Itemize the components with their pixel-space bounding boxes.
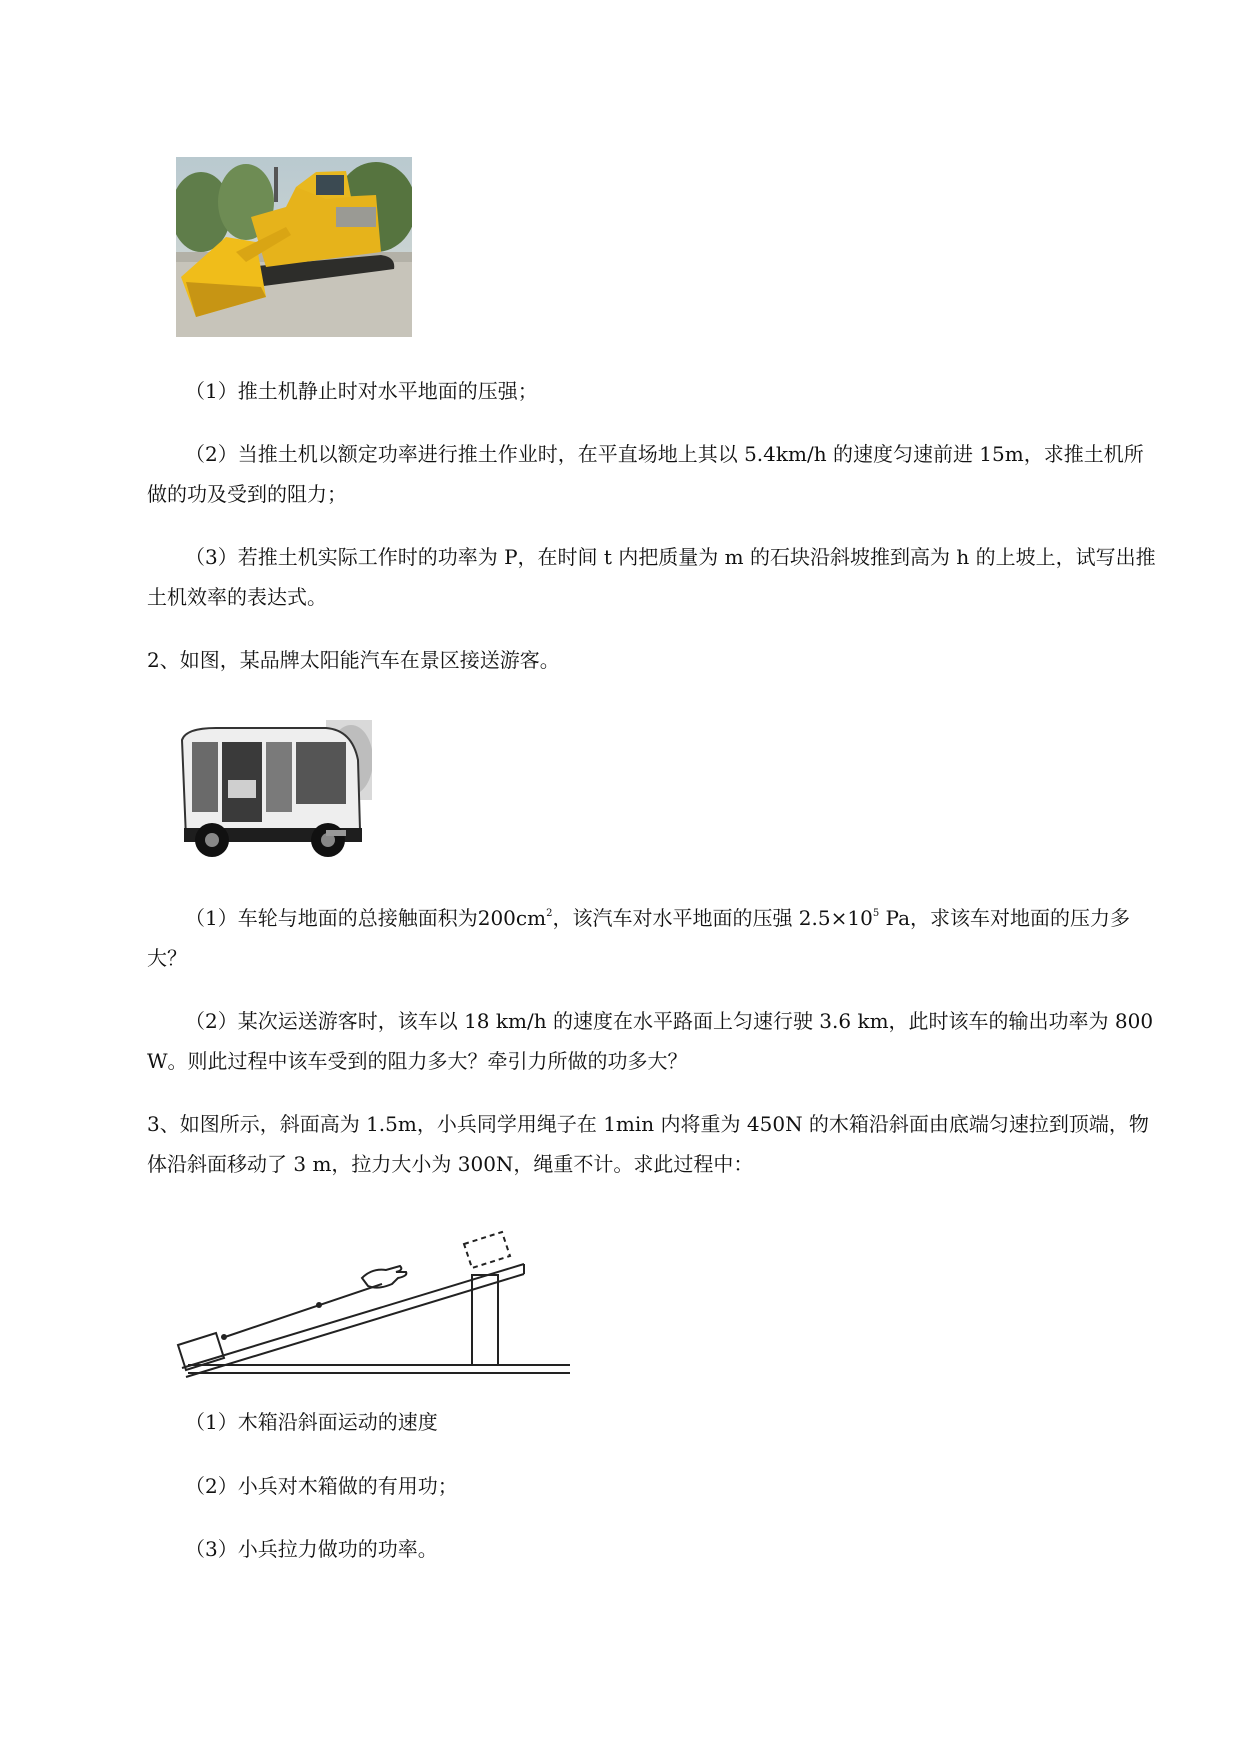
q1-sub3: （3）若推土机实际工作时的功率为 P，在时间 t 内把质量为 m 的石块沿斜坡推到高为 h 的上坡上，试写出推土机效率的表达式。 bbox=[147, 545, 1156, 609]
bulldozer-photo bbox=[176, 157, 412, 337]
q3-stem: 3、如图所示，斜面高为 1.5m，小兵同学用绳子在 1min 内将重为 450N 的木箱沿斜面由底端匀速拉到顶端，物体沿斜面移动了 3 m，拉力大小为 300N，绳重不计。求此过程中： bbox=[147, 1112, 1149, 1176]
q3-sub3: （3）小兵拉力做功的功率。 bbox=[185, 1537, 438, 1561]
q2-sub1-superscript: 2 bbox=[546, 908, 553, 919]
q1-sub2: （2）当推土机以额定功率进行推土作业时，在平直场地上其以 5.4km/h 的速度匀速前进 15m，求推土机所做的功及受到的阻力； bbox=[147, 442, 1144, 506]
q3-sub2: （2）小兵对木箱做的有用功； bbox=[185, 1474, 458, 1498]
q2-sub1-part-a: （1）车轮与地面的总接触面积为200cm bbox=[185, 906, 547, 930]
incline-diagram bbox=[172, 1218, 572, 1378]
q2-sub2: （2）某次运送游客时，该车以 18 km/h 的速度在水平路面上匀速行驶 3.6 km，此时该车的输出功率为 800 W。则此过程中该车受到的阻力多大？牵引力所做的功多大？ bbox=[147, 1009, 1154, 1073]
q2-sub1 bbox=[147, 898, 1157, 978]
solar-bus-photo bbox=[176, 720, 372, 866]
q2-sub1-part-b: ，该汽车对水平地面的压强 2.5×10 bbox=[552, 906, 873, 930]
q3-sub1: （1）木箱沿斜面运动的速度 bbox=[185, 1410, 438, 1434]
q1-sub1: （1）推土机静止时对水平地面的压强； bbox=[185, 379, 538, 403]
q2-sub1-part-c: Pa，求该车对地面的压力多大？ bbox=[147, 906, 1131, 970]
q2-stem: 2、如图，某品牌太阳能汽车在景区接送游客。 bbox=[147, 648, 560, 672]
q2-sub1-exponent: 5 bbox=[872, 908, 880, 919]
